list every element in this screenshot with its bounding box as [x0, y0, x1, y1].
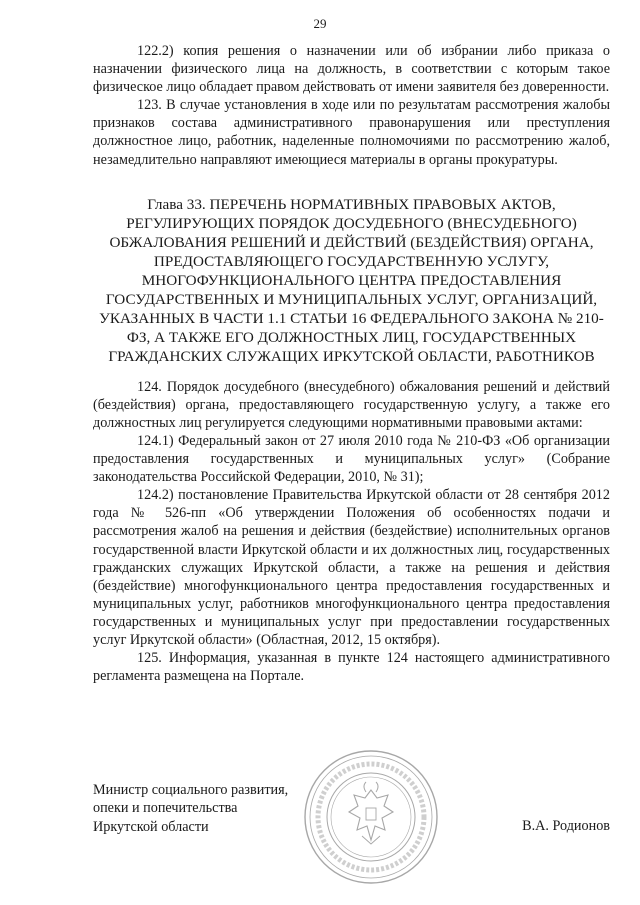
signatory-name: В.А. Родионов — [522, 818, 610, 834]
signatory-position-line: Иркутской области — [93, 818, 209, 835]
signatory-position — [93, 781, 288, 836]
paragraph-122-2: 122.2) копия решения о назначении или об избрании либо приказа о назначении физического лица на должность, в соответствии с которым такое физическое лицо обладает правом действовать от имени заявителя без доверенности. — [93, 43, 610, 96]
page-number: 29 — [313, 16, 327, 31]
paragraph-124-1: 124.1) Федеральный закон от 27 июля 2010 года № 210-ФЗ «Об организации предоставления государственных и муниципальных услуг» (Собрание законодательства Российской Федерации, 2010, № 31); — [93, 432, 610, 486]
paragraph-125: 125. Информация, указанная в пункте 124 настоящего административного регламента размещена на Портале. — [93, 650, 610, 685]
paragraph-124-2: 124.2) постановление Правительства Иркутской области от 28 сентября 2012 года № 526-пп «Об утверждении Положения об особенностях подачи и рассмотрения жалоб на решения и действия (бездействие) исполнительных органов государственной власти Иркутской области и их должностных лиц, государственных гражданских служащих Иркутской области, а также на решения и действия (бездействие) многофункционального центра предоставления государственных и муниципальных услуг, работников многофункционального центра предоставления государственных и муниципальных услуг при предоставлении государственных услуг Иркутской области» (Областная, 2012, 15 октября). — [93, 487, 610, 648]
signatory-position-line: Министр социального развития, — [93, 782, 289, 798]
paragraph-123: 123. В случае установления в ходе или по результатам рассмотрения жалобы признаков состава административного правонарушения или преступления должностное лицо, работник, наделенные полномочиями по рассмотрению жалоб, незамедлительно направляют имеющиеся материалы в органы прокуратуры. — [93, 97, 610, 168]
signatory-position-line: опеки и попечительства — [93, 800, 238, 817]
document-body — [93, 42, 610, 685]
chapter-heading: Глава 33. ПЕРЕЧЕНЬ НОРМАТИВНЫХ ПРАВОВЫХ АКТОВ, РЕГУЛИРУЮЩИХ ПОРЯДОК ДОСУДЕБНОГО (ВНЕСУДЕБНОГО) ОБЖАЛОВАНИЯ РЕШЕНИЙ И ДЕЙСТВИЙ (БЕЗДЕЙСТВИЯ) ОРГАНА, ПРЕДОСТАВЛЯЮЩЕГО ГОСУДАРСТВЕННУЮ УСЛУГУ, МНОГОФУНКЦИОНАЛЬНОГО ЦЕНТРА ПРЕДОСТАВЛЕНИЯ ГОСУДАРСТВЕННЫХ И МУНИЦИПАЛЬНЫХ УСЛУГ, ОРГАНИЗАЦИЙ, УКАЗАННЫХ В ЧАСТИ 1.1 СТАТЬИ 16 ФЕДЕРАЛЬНОГО ЗАКОНА № 210-ФЗ, А ТАКЖЕ ЕГО ДОЛЖНОСТНЫХ ЛИЦ, ГОСУДАРСТВЕННЫХ ГРАЖДАНСКИХ СЛУЖАЩИХ ИРКУТСКОЙ ОБЛАСТИ, РАБОТНИКОВ — [99, 195, 604, 365]
paragraph-124: 124. Порядок досудебного (внесудебного) обжалования решений и действий (бездействия) органа, предоставляющего государственную услугу, а также его должностных лиц регулируется следующими нормативными правовыми актами: — [93, 378, 610, 431]
signature-block — [93, 781, 610, 841]
